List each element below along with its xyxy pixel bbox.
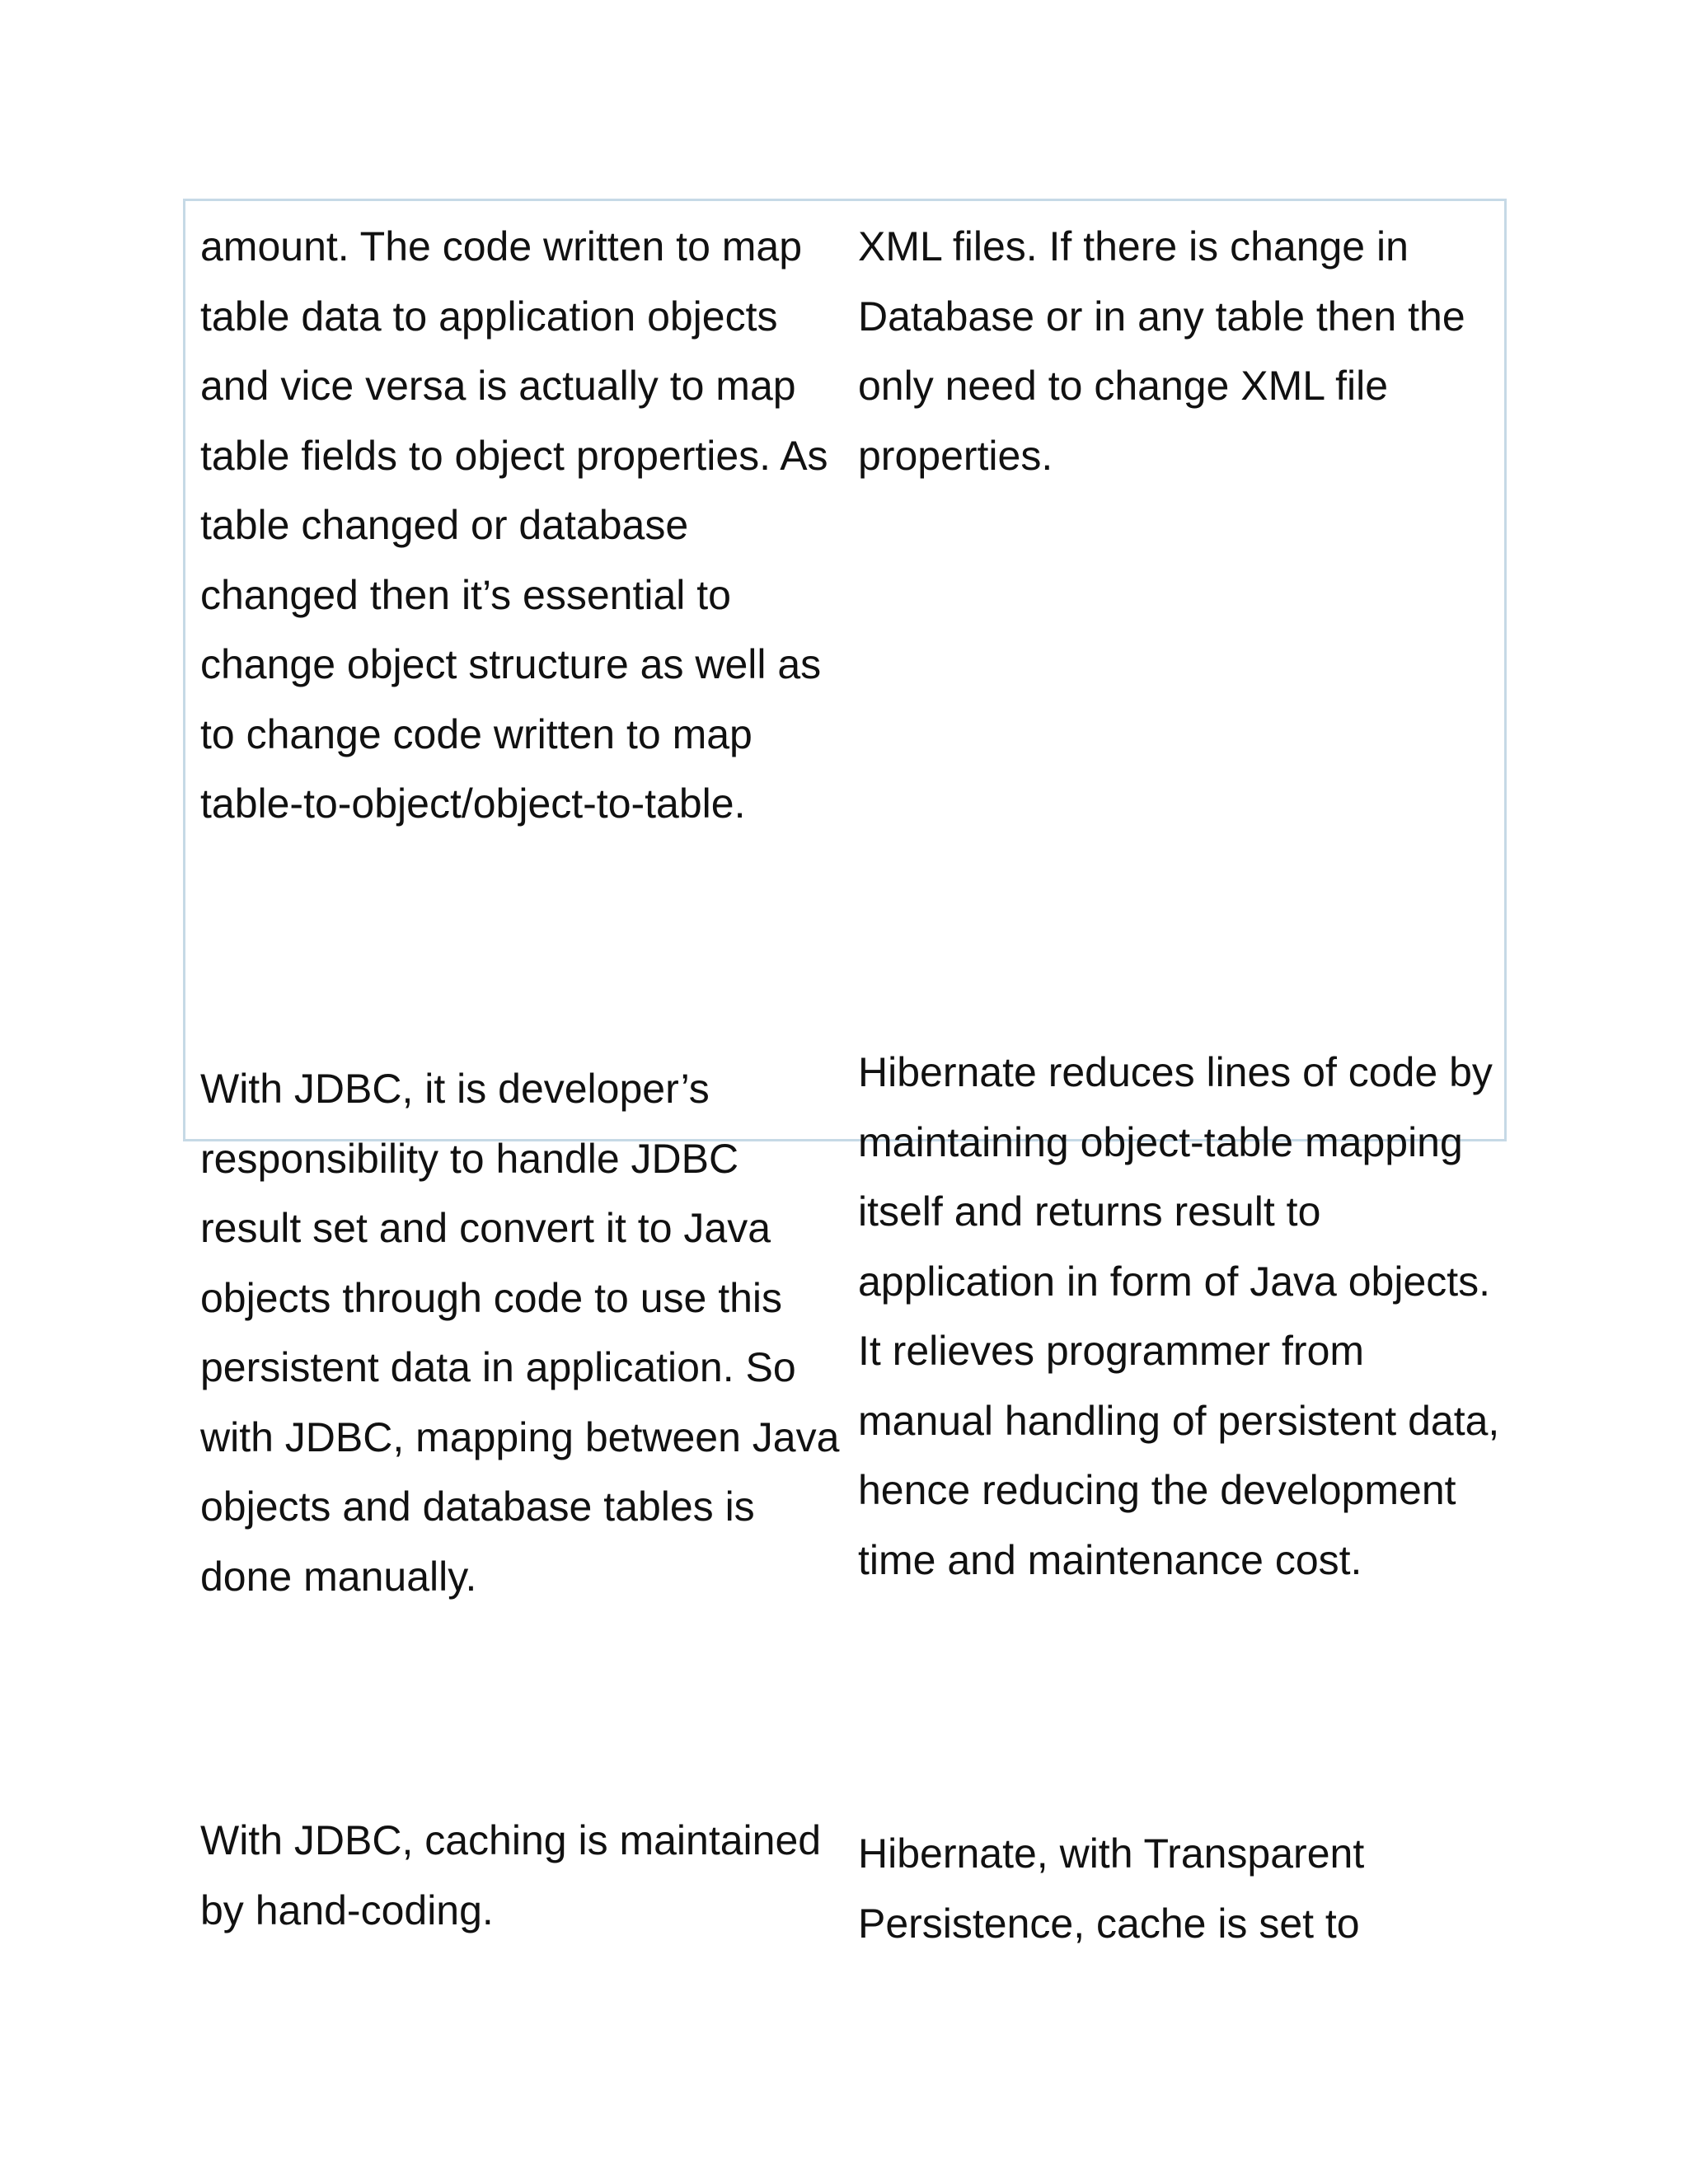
- table-cell-jdbc: [200, 1806, 843, 1945]
- table-cell-jdbc: [200, 1054, 843, 1611]
- cell-text: With JDBC, it is developer’s responsibility to handle JDBC result set and convert it to Java objects through code to use this persistent data in application. So with JDBC, mapping between Java objects and database tables is done manually.: [200, 1066, 840, 1600]
- table-cell-hibernate: [858, 1819, 1501, 1958]
- cell-text: With JDBC, caching is maintained by hand-coding.: [200, 1817, 822, 1933]
- table-cell-jdbc: [200, 212, 843, 839]
- cell-text: amount. The code written to map table data to application objects and vice versa is actually to map table fields to object properties. As table changed or database changed then it’s essential to change object structure as well as to change code written to map table-to-object/object-to-table.: [200, 223, 828, 827]
- cell-text: XML files. If there is change in Database or in any table then the only need to change XML file properties.: [858, 223, 1465, 479]
- comparison-table: [183, 199, 1507, 1947]
- cell-text: Hibernate, with Transparent Persistence, cache is set to: [858, 1830, 1365, 1947]
- table-cell-hibernate: [858, 212, 1501, 490]
- table-cell-hibernate: [858, 1038, 1501, 1595]
- cell-text: Hibernate reduces lines of code by maintaining object-table mapping itself and returns result to application in form of Java objects. It relieves programmer from manual handling of persistent data, hence reducing the development time and maintenance cost.: [858, 1049, 1500, 1583]
